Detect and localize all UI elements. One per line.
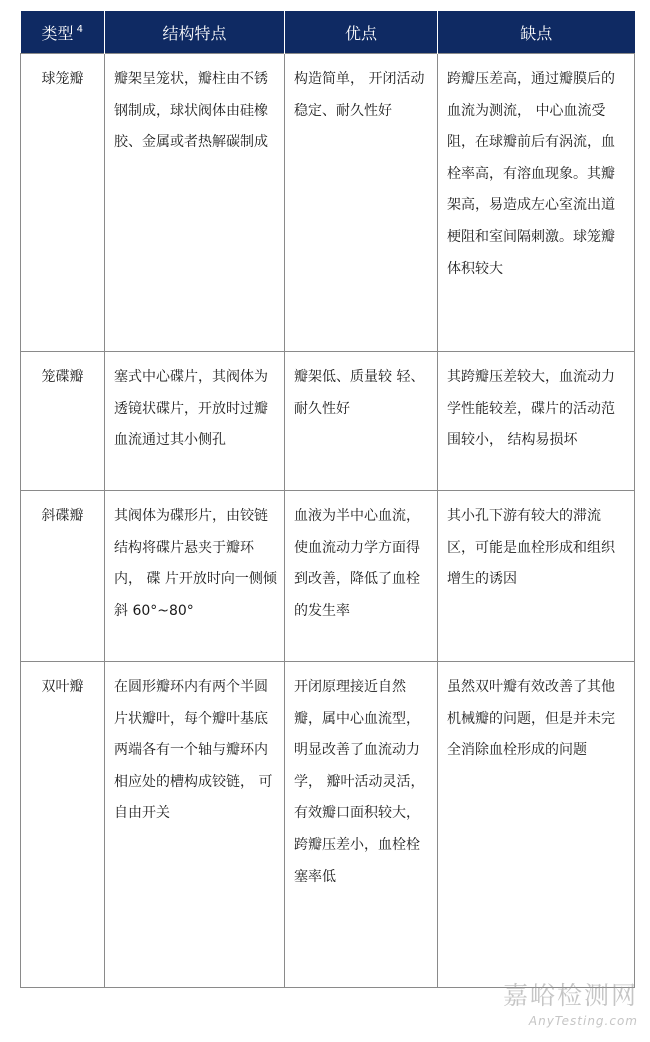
cell-advantages: 开闭原理接近自然瓣，属中心血流型，明显改善了血流动力学， 瓣叶活动灵活，有效瓣口面积较大，跨瓣压差小，血栓栓塞率低 — [285, 662, 438, 988]
watermark-main: 嘉峪检测网 — [502, 981, 638, 1010]
cell-type: 双叶瓣 — [21, 662, 105, 988]
header-type: 类型 $^4$ — [21, 11, 105, 54]
header-advantages: 优点 — [285, 11, 438, 54]
cell-structure: 在圆形瓣环内有两个半圆片状瓣叶，每个瓣叶基底两端各有一个轴与瓣环内相应处的槽构成铰链， 可自由开关 — [105, 662, 285, 988]
cell-disadvantages: 其小孔下游有较大的滞流区，可能是血栓形成和组织增生的诱因 — [438, 491, 635, 662]
cell-disadvantages: 虽然双叶瓣有效改善了其他机械瓣的问题，但是并未完全消除血栓形成的问题 — [438, 662, 635, 988]
footnote-superscript: 4 — [76, 24, 83, 36]
cell-type: 笼碟瓣 — [21, 352, 105, 491]
cell-advantages: 血液为半中心血流，使血流动力学方面得到改善，降低了血栓的发生率 — [285, 491, 438, 662]
cell-disadvantages: 跨瓣压差高，通过瓣膜后的血流为测流， 中心血流受阻，在球瓣前后有涡流，血栓率高，有溶血现象。其瓣架高，易造成左心室流出道梗阻和室间隔刺激。球笼瓣体积较大 — [438, 54, 635, 352]
cell-advantages: 瓣架低、质量较 轻、耐久性好 — [285, 352, 438, 491]
header-disadvantages: 缺点 — [438, 11, 635, 54]
table-row — [21, 54, 635, 352]
table-row — [21, 491, 635, 662]
watermark-sub: AnyTesting.com — [528, 1014, 638, 1028]
valve-comparison-table — [20, 11, 635, 988]
table-row — [21, 352, 635, 491]
cell-type: 球笼瓣 — [21, 54, 105, 352]
cell-structure: 其阀体为碟形片，由铰链结构将碟片悬夹于瓣环内， 碟 片开放时向一侧倾斜 60°~80° — [105, 491, 285, 662]
cell-type: 斜碟瓣 — [21, 491, 105, 662]
cell-structure: 瓣架呈笼状，瓣柱由不锈钢制成，球状阀体由硅橡胶、金属或者热解碳制成 — [105, 54, 285, 352]
cell-advantages: 构造简单， 开闭活动稳定、耐久性好 — [285, 54, 438, 352]
table-row — [21, 662, 635, 988]
header-structure: 结构特点 — [105, 11, 285, 54]
header-row — [21, 11, 635, 54]
cell-disadvantages: 其跨瓣压差较大，血流动力学性能较差，碟片的活动范围较小， 结构易损坏 — [438, 352, 635, 491]
cell-structure: 塞式中心碟片，其阀体为透镜状碟片，开放时过瓣血流通过其小侧孔 — [105, 352, 285, 491]
